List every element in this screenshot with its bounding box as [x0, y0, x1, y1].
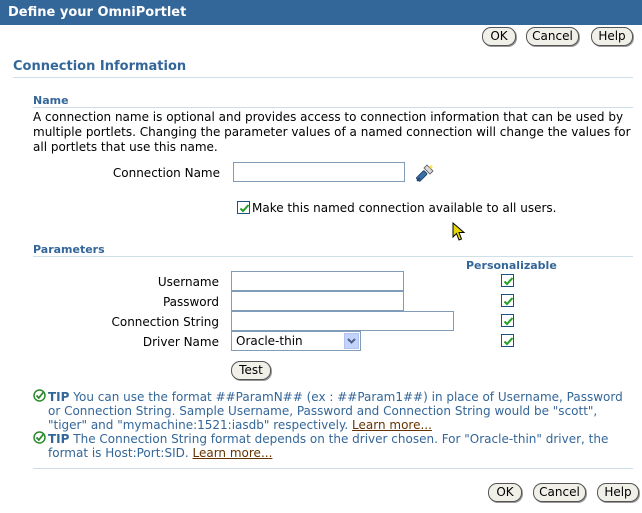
chevron-down-icon[interactable] [344, 333, 359, 349]
tip-prefix: TIP [48, 432, 70, 446]
driver-name-label: Driver Name [142, 335, 219, 349]
tip-text: The Connection String format depends on the driver chosen. For "Oracle-thin" driver, the format is Host:Port:SID. [48, 432, 609, 460]
help-button-bottom[interactable]: Help [597, 483, 639, 502]
share-connection-checkbox[interactable] [237, 201, 250, 214]
help-button-top[interactable]: Help [591, 27, 633, 46]
test-button[interactable]: Test [231, 361, 271, 380]
parameters-divider [33, 256, 633, 257]
window-title: Define your OmniPortlet [0, 0, 642, 25]
username-personalizable-checkbox[interactable] [501, 274, 514, 287]
connection-description: A connection name is optional and provides access to connection information that can be used by multiple portlets. Changing the parameter values of a named connection will change the values for all portlets that use this name. [33, 110, 631, 154]
password-label: Password [162, 295, 219, 309]
username-label: Username [157, 275, 219, 289]
parameters-heading: Parameters [33, 243, 105, 256]
personalizable-header: Personalizable [466, 259, 557, 272]
password-personalizable-checkbox[interactable] [501, 294, 514, 307]
section-divider [13, 77, 633, 78]
learn-more-link[interactable]: Learn more... [352, 418, 432, 432]
tip-connection-string [48, 432, 633, 460]
connection-name-input[interactable] [233, 162, 405, 182]
tip-check-icon [33, 431, 46, 447]
connection-string-personalizable-checkbox[interactable] [501, 314, 514, 327]
driver-name-select[interactable] [231, 331, 361, 351]
driver-name-value: Oracle-thin [236, 334, 303, 348]
share-connection-label: Make this named connection available to all users. [252, 201, 557, 215]
driver-name-personalizable-checkbox[interactable] [501, 334, 514, 347]
tip-text: You can use the format ##ParamN## (ex : ##Param1##) in place of Username, Password or Connection String. Sample Username, Password and Connection String would be "scott", "tiger" and "mymachine:1521:iasdb" respectively. [48, 390, 623, 432]
tip-check-icon [33, 389, 46, 405]
tip-format [48, 390, 633, 432]
username-input[interactable] [231, 271, 404, 291]
name-heading: Name [33, 94, 69, 107]
connection-string-input[interactable] [231, 311, 454, 331]
ok-button-bottom[interactable]: OK [488, 483, 522, 502]
connection-name-label: Connection Name [112, 166, 220, 180]
connection-heading: Connection Information [13, 59, 187, 74]
footer-divider [33, 468, 633, 469]
connection-string-label: Connection String [111, 315, 219, 329]
mouse-pointer-icon [452, 222, 466, 245]
cancel-button-bottom[interactable]: Cancel [533, 483, 586, 502]
learn-more-link[interactable]: Learn more... [192, 446, 273, 460]
flashlight-search-icon[interactable] [414, 162, 436, 184]
cancel-button-top[interactable]: Cancel [526, 27, 579, 46]
name-divider [33, 107, 633, 108]
tip-prefix: TIP [48, 390, 70, 404]
ok-button-top[interactable]: OK [482, 27, 516, 46]
password-input[interactable] [231, 291, 404, 311]
